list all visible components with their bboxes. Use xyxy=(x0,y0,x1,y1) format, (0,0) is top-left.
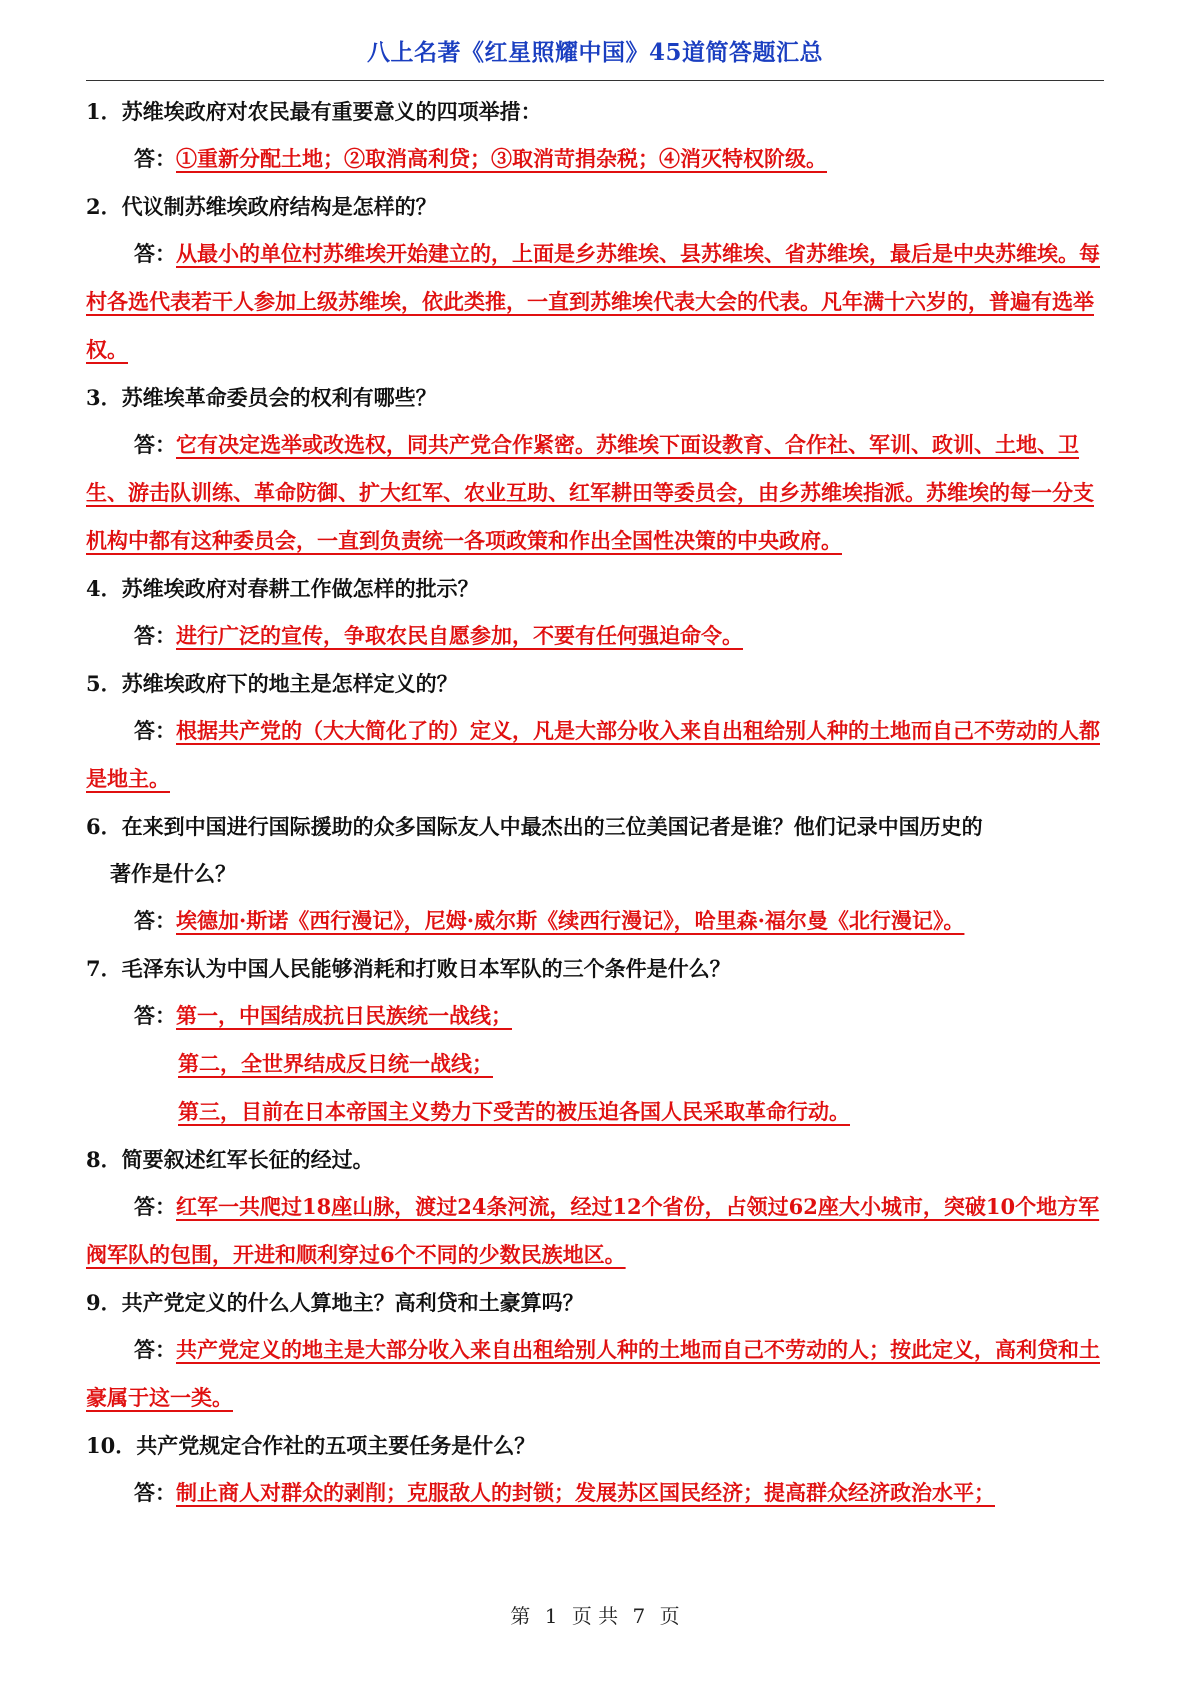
answer-text: 第一，中国结成抗日民族统一战线； xyxy=(176,1003,512,1028)
question-text: 苏维埃政府对农民最有重要意义的四项举措： xyxy=(121,99,542,124)
question-text-line1: 在来到中国进行国际援助的众多国际友人中最杰出的三位美国记者是谁？他们记录中国历史的 xyxy=(121,814,983,839)
qa-item-5 xyxy=(86,660,1104,803)
question-number: 8． xyxy=(86,1147,122,1172)
question-number: 9． xyxy=(86,1290,122,1315)
answer-line xyxy=(86,1088,1104,1136)
question-text: 共产党定义的什么人算地主？高利贷和土豪算吗？ xyxy=(121,1290,584,1315)
qa-item-6 xyxy=(86,803,1104,945)
answer xyxy=(86,1469,1104,1517)
answer-label: 答： xyxy=(134,432,176,457)
qa-item-1 xyxy=(86,88,1104,183)
answer-text: 红军一共爬过18座山脉，渡过24条河流，经过12个省份，占领过62座大小城市，突破10个地方军阀军队的包围，开进和顺利穿过6个不同的少数民族地区。 xyxy=(86,1194,1100,1267)
answer xyxy=(86,897,1104,945)
answer-text: 埃德加·斯诺《西行漫记》，尼姆·威尔斯《续西行漫记》，哈里森·福尔曼《北行漫记》。 xyxy=(176,908,965,933)
question-text: 苏维埃革命委员会的权利有哪些？ xyxy=(121,385,437,410)
question-number: 5． xyxy=(86,671,122,696)
answer-text: 第三，目前在日本帝国主义势力下受苦的被压迫各国人民采取革命行动。 xyxy=(178,1099,850,1124)
answer-label: 答： xyxy=(134,1003,176,1028)
page-header xyxy=(86,28,1104,81)
answer xyxy=(86,1183,1104,1279)
question-text: 共产党规定合作社的五项主要任务是什么？ xyxy=(136,1433,536,1458)
question xyxy=(86,945,1104,992)
answer-label: 答： xyxy=(134,241,176,266)
page-footer xyxy=(0,1600,1190,1629)
question xyxy=(86,88,1104,135)
answer-text: 它有决定选举或改选权，同共产党合作紧密。苏维埃下面设教育、合作社、军训、政训、土地、卫生、游击队训练、革命防御、扩大红军、农业互助、红军耕田等委员会，由乡苏维埃指派。苏维埃的每一分支机构中都有这种委员会，一直到负责统一各项政策和作出全国性决策的中央政府。 xyxy=(86,432,1094,553)
answer-line xyxy=(86,992,1104,1040)
qa-item-3 xyxy=(86,374,1104,565)
question-text: 苏维埃政府对春耕工作做怎样的批示？ xyxy=(121,576,479,601)
answer-label: 答： xyxy=(134,718,176,743)
question xyxy=(86,1136,1104,1183)
answer-label: 答： xyxy=(134,1480,176,1505)
qa-item-4 xyxy=(86,565,1104,660)
answer xyxy=(86,612,1104,660)
qa-item-9 xyxy=(86,1279,1104,1422)
page-total: 7 xyxy=(632,1604,646,1628)
answer xyxy=(86,230,1104,374)
page-number: 1 xyxy=(544,1604,558,1628)
question-text-line2: 著作是什么？ xyxy=(110,861,236,886)
answer-text: 制止商人对群众的剥削；克服敌人的封锁；发展苏区国民经济；提高群众经济政治水平； xyxy=(176,1480,995,1505)
answer-text: 根据共产党的（大大简化了的）定义，凡是大部分收入来自出租给别人种的土地而自己不劳动的人都是地主。 xyxy=(86,718,1100,791)
answer-label: 答： xyxy=(134,623,176,648)
answer xyxy=(86,1326,1104,1422)
qa-item-2 xyxy=(86,183,1104,374)
answer-text: 从最小的单位村苏维埃开始建立的，上面是乡苏维埃、县苏维埃、省苏维埃，最后是中央苏维埃。每村各选代表若干人参加上级苏维埃，依此类推，一直到苏维埃代表大会的代表。凡年满十六岁的，普遍有选举权。 xyxy=(86,241,1100,362)
question-text: 简要叙述红军长征的经过。 xyxy=(121,1147,374,1172)
page-prefix: 第 xyxy=(510,1604,531,1628)
page-suffix: 页 xyxy=(659,1604,680,1628)
question-number: 7． xyxy=(86,956,122,981)
answer-label: 答： xyxy=(134,908,176,933)
answer-text: 进行广泛的宣传，争取农民自愿参加，不要有任何强迫命令。 xyxy=(176,623,743,648)
qa-item-10 xyxy=(86,1422,1104,1517)
answer-label: 答： xyxy=(134,146,176,171)
question-number: 10． xyxy=(86,1433,137,1458)
answer-text: ①重新分配土地；②取消高利贷；③取消苛捐杂税；④消灭特权阶级。 xyxy=(176,146,827,171)
question-number: 2． xyxy=(86,194,122,219)
qa-item-8 xyxy=(86,1136,1104,1279)
question xyxy=(86,803,1104,897)
answer xyxy=(86,135,1104,183)
answer-text: 共产党定义的地主是大部分收入来自出租给别人种的土地而自己不劳动的人；按此定义，高利贷和土豪属于这一类。 xyxy=(86,1337,1100,1410)
answer-line xyxy=(86,1040,1104,1088)
question xyxy=(86,1279,1104,1326)
question-text: 代议制苏维埃政府结构是怎样的？ xyxy=(121,194,437,219)
question-text: 毛泽东认为中国人民能够消耗和打败日本军队的三个条件是什么？ xyxy=(121,956,731,981)
question xyxy=(86,374,1104,421)
page-title: 八上名著《红星照耀中国》45道简答题汇总 xyxy=(366,39,823,66)
answer-text: 第二，全世界结成反日统一战线； xyxy=(178,1051,493,1076)
question xyxy=(86,565,1104,612)
page-mid: 页 共 xyxy=(571,1604,619,1628)
question-number: 3． xyxy=(86,385,122,410)
qa-item-7 xyxy=(86,945,1104,1136)
answer-label: 答： xyxy=(134,1194,176,1219)
question xyxy=(86,660,1104,707)
question xyxy=(86,1422,1104,1469)
question-text: 苏维埃政府下的地主是怎样定义的？ xyxy=(121,671,458,696)
answer xyxy=(86,707,1104,803)
question xyxy=(86,183,1104,230)
qa-list xyxy=(86,88,1104,1517)
question-number: 4． xyxy=(86,576,122,601)
answer xyxy=(86,421,1104,565)
question-number: 1． xyxy=(86,99,122,124)
question-number: 6． xyxy=(86,814,122,839)
answer-label: 答： xyxy=(134,1337,176,1362)
